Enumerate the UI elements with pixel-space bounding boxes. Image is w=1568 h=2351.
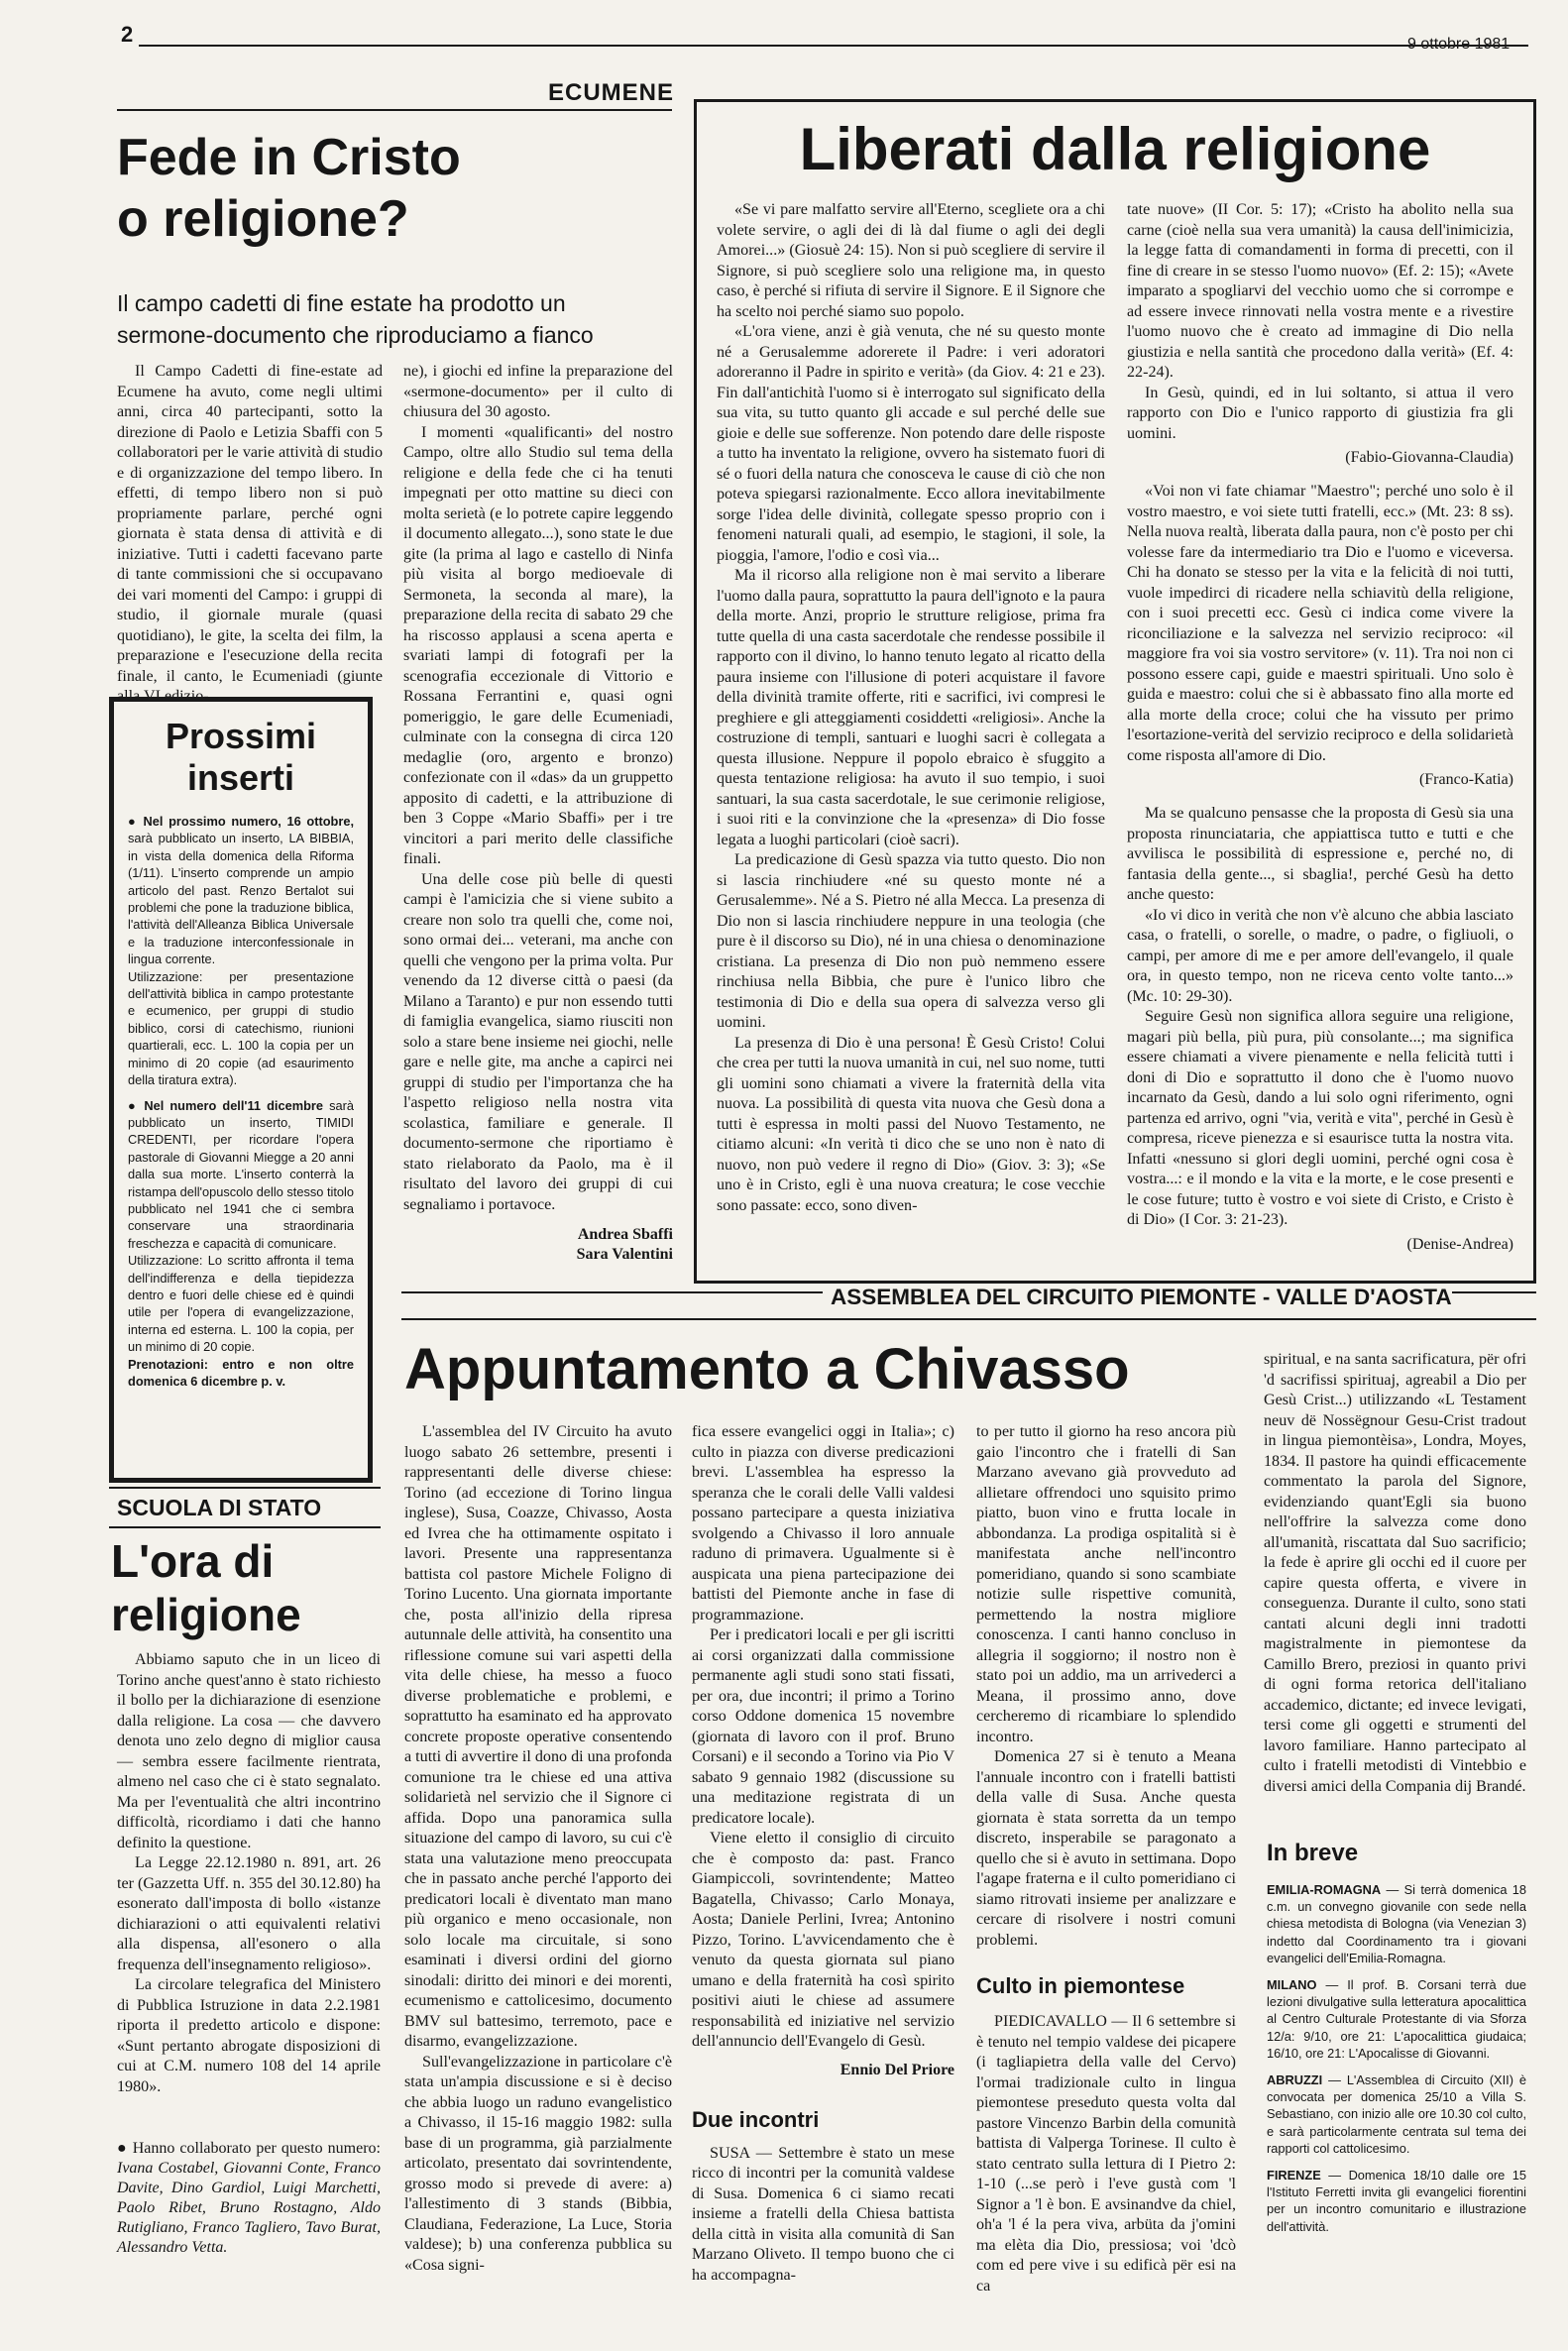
paragraph: ne), i giochi ed infine la preparazione del «sermone-documento» per il culto di chiusura del 30 agosto. — [403, 363, 673, 420]
article-title-chivasso: Appuntamento a Chivasso — [404, 1337, 1130, 1401]
section-rule — [117, 109, 672, 111]
inserti-item-text: sarà pubblicato un inserto, LA BIBBIA, in vista della domenica della Riforma (1/11). L'inserto comprende un ampio articolo del past. Renzo Bertalot sui problemi che pone la traduzione biblica, l'attività dell'Alleanza Biblica Universale e la traduzione interconfessionale in lingua corrente. — [128, 831, 354, 967]
paragraph: «Se vi pare malfatto servire all'Eterno, scegliete ora a chi volete servire, o agli dei di là dal fiume o agli dei degli Amorei...» (Giosuè 24: 15). Non si può scegliere di servire il Signore, si può scegliere solo una religione ma, in questo caso, è perché si rifiuta di servire il Signore. E il Signore che ha scelto noi perché siamo suo popolo. — [717, 201, 1105, 320]
paragraph: Il Campo Cadetti di fine-estate ad Ecumene ha avuto, come negli ultimi anni, circa 40 partecipanti, sotto la direzione di Paolo e Letizia Sbaffi con 5 collaboratori per le varie attività di studio e di organizzazione del tempo libero. In effetti, di tempo libero non si può propriamente parlare, perché ogni giornata è stata densa di attività e di iniziative. Tutti i cadetti facevano parte di tante commissioni che si occupavano dei vari momenti del Campo: i gruppi di studio, il giornale murale (quasi quotidiano), le gite, la scelta dei film, la preparazione e l'esecuzione della recita finale, il canto, le Ecumeniadi (giunte alla VI edizio- — [117, 363, 383, 705]
article-subtitle — [117, 287, 682, 351]
title-line: o religione? — [117, 190, 409, 248]
section-rule — [401, 1318, 1536, 1320]
title-line: Fede in Cristo — [117, 129, 461, 186]
paragraph: spiritual, e na santa sacrificatura, për ofri 'd sacrifissi spirituaj, agreabil a Dio per Gesù Crist...) utilizzando «L Testament neuv dë Nossëgnour Gesu-Crist tradout in lingua piemontèisa», Londra, Moyes, 1834. Il pastore ha quindi efficacemente commentato la parola del Signore, evidenziando quant'Egli sia buono nell'offrire la salvezza come dono all'umanità, riscattata dal Suo sacrificio; la fede è aprire gli occhi ed il cuore per capire questa offerta, e vivere in conseguenza. Durante il culto, sono stati cantati alcuni degli inni tradotti magistralmente in piemontese da Camillo Brero, preziosi in quanto privi di ogni forma retorica dell'italiano accademico, dictante; ed invece levigati, tersi come gli oggetti e strumenti del lavoro familiare. Hanno partecipato al culto i fratelli metodisti di Vintebbio e diversi amici della Compania dij Brandé. — [1264, 1351, 1526, 1795]
paragraph: fica essere evangelici oggi in Italia»; c) culto in piazza con diverse predicazioni brevi. L'assemblea ha espresso la speranza che le corali delle Valli valdesi possano partecipare a questa iniziativa svolgendo a Chivasso il loro annuale raduno di primavera. Ugualmente si è auspicata una piena partecipazione dei battisti del Piemonte anche in fase di programmazione. — [692, 1423, 954, 1623]
scuola-column — [117, 1650, 381, 2097]
brief-item — [1267, 2167, 1526, 2235]
paragraph: La presenza di Dio è una persona! È Gesù Cristo! Colui che crea per tutti la nuova umanità in cui, nel suo nome, tutti gli uomini sono chiamati a vivere la fraternità della vita nuova. La possibilità di questa vita nuova che Gesù dona a tutti è espressa in molti passi del Nuovo Testamento, ne citiamo alcuni: «In verità ti dico che se uno non è nato di nuovo, non può vedere il regno di Dio» (Giov. 3: 3); «Se uno è in Cristo, egli è una nuova creatura; le cose vecchie sono passate: ecco, sono diven- — [717, 1034, 1105, 1214]
ecumene-column-1 — [117, 362, 383, 708]
article-title-fede — [117, 127, 672, 250]
liberati-column-1 — [717, 200, 1105, 1216]
paragraph: Seguire Gesù non significa allora seguire una religione, magari più bella, più pura, più consolante...; ma significa essere chiamati a vivere pienamente e nella felicità tutti i doni di Dio e soprattutto il dono che è l'uomo nuovo incarnato da Gesù, dando a lui solo ogni riferimento, ogni partenza ed arrivo, ogni "via, verità e vita", perché in Gesù è compresa, riceve pienezza e si esaurisce tutta la nostra vita. Infatti «nessuno si glori degli uomini, perché ogni cosa è vostra...: e il mondo e la vita e la morte, e le cose presenti e le cose future; tutto è vostro e voi siete di Cristo, e Cristo è di Dio» (I Cor. 3: 21-23). — [1127, 1008, 1513, 1228]
bullet-icon: ● — [128, 1097, 139, 1113]
inserti-title-line: Prossimi — [165, 716, 317, 756]
paragraph: «L'ora viene, anzi è già venuta, che né su questo monte né a Gerusalemme adorerete il Padre: i veri adoratori adoreranno il Padre in spirito e verità» (da Giov. 4: 21 e 23). Fin dall'antichità l'uomo si è interrogato sul significato della sua vita, su tutto quanto gli accade e sul perché delle sue gioie e delle sue sofferenze. Non potendo dare delle risposte a tutto ha inventato la religione, ovvero ha sistemato fuori di sé o fuori della natura che conosceva le cause di ciò che non poteva spiegarsi razionalmente. Ecco allora inevitabilmente sorge l'idea delle divinità, collegate spesso proprio con i fenomeni naturali quali, ad esempio, le stagioni, il sole, la pioggia, l'amore, l'odio e così via... — [717, 323, 1105, 564]
inserti-title — [128, 716, 354, 799]
section-assemblea: ASSEMBLEA DEL CIRCUITO PIEMONTE - VALLE D'AOSTA — [823, 1285, 1452, 1310]
brief-place: EMILIA-ROMAGNA — [1267, 1882, 1382, 1897]
group-signature: (Franco-Katia) — [1418, 771, 1513, 788]
assemblea-column-1 — [404, 1422, 672, 2276]
subhead-in-breve: In breve — [1267, 1840, 1359, 1866]
paragraph: Domenica 27 si è tenuto a Meana l'annuale incontro con i fratelli battisti della valle di Susa. Anche questa giornata è stata sorretta da un tempo discreto, insperabile se paragonato a quello che si è avuto in settimana. Dopo l'agape fraterna e il culto pomeridiano ci siamo ritrovati insieme per analizzare e cercare di risolvere i nostri comuni problemi. — [976, 1748, 1236, 1949]
paragraph: SUSA — Settembre è stato un mese ricco di incontri per la comunità valdese di Susa. Domenica 6 ci siamo recati insieme a fratelli della Chiesa battista della città in visita alla comunità di San Marzano Oliveto. Il tempo buono che ci ha accompagna- — [692, 2144, 954, 2284]
subtitle-line: sermone-documento che riproduciamo a fianco — [117, 322, 594, 348]
paragraph: Abbiamo saputo che in un liceo di Torino anche quest'anno è stato richiesto il bollo per la dichiarazione di esenzione dalla religione. La cosa — che davvero denota uno zelo degno di miglior causa — sembra essere facilmente rientrata, almeno nel caso che ci è stato segnalato. Ma per l'eventualità che altri incontrino difficoltà, ricordiamo i dati che hanno definito la questione. — [117, 1651, 381, 1851]
section-scuola: SCUOLA DI STATO — [117, 1495, 322, 1520]
paragraph: La Legge 22.12.1980 n. 891, art. 26 ter (Gazzetta Uff. n. 355 del 30.12.80) ha esonerato dall'imposta di bollo «istanze dichiarazioni o atti equivalenti relativi alla dispensa, all'esonero o alla frequenza dell'insegnamento religioso». — [117, 1854, 381, 1973]
inserti-box — [109, 697, 373, 1483]
signature: Ennio Del Priore — [840, 2061, 954, 2078]
article-title-liberati: Liberati dalla religione — [799, 116, 1431, 182]
paragraph: «Io vi dico in verità che non v'è alcuno che abbia lasciato casa, o fratelli, o sorelle, o madre, o padre, o figliuoli, o campi, per amore di me e per amore dell'evangelo, il quale ora, in questo tempo, non ne riceva cento volte tanto...» (Mc. 10: 29-30). — [1127, 906, 1513, 1005]
paragraph: Ma il ricorso alla religione non è mai servito a liberare l'uomo dalla paura, soprattutto la paura dell'ignoto e la paura della morte. Anzi, proprio le strutture religiose, prima fra tutte quella di una casta sacerdotale che rendesse possibile il rapporto con il divino, lo hanno tenuto legato al ricatto della paura insieme con l'illusione di poteri acquistare il favore della divinità tramite offerte, riti e sacrifici, ivi compresi le preghiere e gli atteggiamenti cosiddetti «religiosi». Anche la costruzione di templi, santuari e luoghi sacri è collegata a questa illusione. Neppure il popolo ebraico è sfuggito a questa tentazione religiosa: ha avuto il suo tempio, i suoi santuari, la sua casta sacerdotale, le sue cerimonie religiose, i suoi riti e la convinzione che la «presenza» di Dio fosse legata a luoghi particolari (cioè sacri). — [717, 567, 1105, 848]
brief-item — [1267, 1881, 1526, 1966]
brief-item — [1267, 1976, 1526, 2062]
collaborators-note — [117, 2139, 381, 2258]
brief-item — [1267, 2071, 1526, 2157]
inserti-item-lead: Nel prossimo numero, 16 ottobre, — [143, 814, 355, 829]
signature-line: Sara Valentini — [576, 1246, 673, 1263]
collab-names: Ivana Costabel, Giovanni Conte, Franco Davite, Dino Gardiol, Luigi Marchetti, Paolo Ribet, Bruno Rostagno, Aldo Rutigliano, Franco Tagliero, Tavo Burat, Alessandro Vetta. — [117, 2160, 381, 2256]
assemblea-column-2 — [692, 1422, 954, 2286]
paragraph: Una delle cose più belle di questi campi è l'amicizia che si viene subito a creare non solo tra quelli che, come noi, sono ormai dei... veterani, ma anche con quelli che vengono per la prima volta. Pur venendo da 12 diverse città o paesi (da Milano a Taranto) e pur non essendo tutti di famiglia evangelica, siamo riusciti non solo a stare bene insieme nei giochi, nelle gare e nelle gite, ma anche a capirci nei gruppi di studio per l'importanza che ha l'aspetto religioso nella nostra vita scolastica, familiare e generale. Il documento-sermone che riportiamo è stato rielaborato da Paolo, ma è il risultato del lavoro dei gruppi di cui segnaliamo i portavoce. — [403, 870, 673, 1213]
paragraph: I momenti «qualificanti» del nostro Campo, oltre allo Studio sul tema della religione e della fede che ci ha tenuti impegnati per otto mattine su dieci con molta serietà (e lo potrete capire leggendo il documento allegato...), sono state le due gite (la prima al lago e castello di Ninfa più visita al borgo medioevale di Sermoneta, la seconda al mare), la preparazione della recita di sabato 29 che ha riscosso applausi a scena aperta e svariati lampi di fotografi per la scenografia eccezionale di Vittorio e Rossana Ferrantini e, quasi ogni pomeriggio, le gare delle Ecumeniadi, culminate con la consegna di circa 120 medaglie (oro, argento e bronzo) confezionate con il «das» da un gruppetto apposito di cadetti, e la attribuzione di ben 3 Coppe «Mario Sbaffi» per i tre vincitori a pari merito delle classifiche finali. — [403, 423, 673, 867]
inserti-item-lead: Nel numero dell'11 dicembre — [144, 1097, 323, 1113]
bullet-icon: ● — [117, 2140, 128, 2157]
paragraph: Ma se qualcuno pensasse che la proposta di Gesù sia una proposta rinunciataria, che appiattisca tutto e tutti e che avvilisca le possibilità di espressione e, perché no, di fantasia della gente..., si sbaglia!, perché Gesù ha detto anche questo: — [1127, 805, 1513, 903]
subhead-due-incontri: Due incontri — [692, 2106, 820, 2132]
brief-text: — Il prof. B. Corsani terrà due lezioni divulgative sulla letteratura apocalittica al Centro Culturale Protestante di via Sforza 12/a: 9/10, ore 21: L'apocalittica giudaica; 16/10, ore 21: L'Apocalisse di Giovanni. — [1267, 1977, 1526, 2061]
subtitle-line: Il campo cadetti di fine estate ha prodotto un — [117, 290, 566, 316]
group-signature: (Denise-Andrea) — [1406, 1235, 1513, 1253]
title-line: L'ora di — [111, 1535, 275, 1587]
brief-place: MILANO — [1267, 1977, 1317, 1993]
subhead-culto: Culto in piemontese — [976, 1973, 1185, 1998]
bullet-icon: ● — [128, 814, 138, 829]
signature — [403, 1225, 673, 1265]
paragraph: PIEDICAVALLO — Il 6 settembre si è tenuto nel tempio valdese dei picapere (i tagliapietra della valle del Cervo) l'ormai tradizionale culto in lingua piemontese preseduto questa volta dal pastore Vincenzo Barbin della comunità battista di Valperga Torinese. Il culto è stato centrato sulla lettura di I Pietro 2: 1-10 (...se però i l'eve gustà com 'l Signor a 'l è bon. E avsinandve da chiel, oh'a 'l é la pera viva, arbüta da j'omini ma elèta dia Dio, pressiosa; voi 'dcò com ed pere vive i su edificà për esi na ca — [976, 2013, 1236, 2295]
inserti-item-2 — [128, 1097, 354, 1253]
paragraph: In Gesù, quindi, ed in lui soltanto, si attua il vero rapporto con Dio e l'unico rapporto di giustizia fra gli uomini. — [1127, 384, 1513, 442]
signature-line: Andrea Sbaffi — [577, 1226, 673, 1243]
assemblea-column-4 — [1264, 1350, 1526, 1797]
title-line: religione — [111, 1589, 301, 1640]
header-rule — [139, 45, 1528, 47]
paragraph: Per i predicatori locali e per gli iscritti ai corsi organizzati dalla commissione permanente agli studi sono stati fissati, per ora, due incontri; il primo a Torino corso Oddone domenica 15 novembre (giornata di lavoro con il prof. Bruno Corsani) e il secondo a Torino via Pio V sabato 9 gennaio 1982 (discussione su una meditazione registrata di un predicatore locale). — [692, 1626, 954, 1827]
paragraph: to per tutto il giorno ha reso ancora più gaio l'incontro che i fratelli di San Marzano avevano già provveduto ad allietare offrendoci uno squisito primo piatto, buon vino e frutta locale in abbondanza. La prodiga ospitalità si è manifestata anche nell'incontro pomeridiano, quando si sono scambiate notizie sulle rispettive comunità, permettendo la nostra migliore conoscenza. I canti hanno concluso in allegria il soggiorno; il nostro non è stato poi un addio, ma un arrivederci a Meana, il prossimo anno, dove cercheremo di ricambiare lo splendido incontro. — [976, 1423, 1236, 1745]
brief-text: — Domenica 18/10 dalle ore 15 l'Istituto Ferretti invita gli evangelici fiorentini per un incontro comunitario e illustrazione dell'attività. — [1267, 2168, 1526, 2234]
ecumene-column-2 — [403, 362, 673, 1265]
brief-text: — L'Assemblea di Circuito (XII) è convocata per domenica 25/10 a Villa S. Sebastiano, con inizio alle ore 10.30 col culto, e sarà particolarmente centrata sul tema dei rapporti col cattolicesimo. — [1267, 2072, 1527, 2156]
inserti-prenotazioni: Prenotazioni: entro e non oltre domenica 6 dicembre p. v. — [128, 1356, 354, 1389]
inserti-item-text: sarà pubblicato un inserto, TIMIDI CREDENTI, per ricordare l'opera pastorale di Giovanni Miegge a 20 anni dalla sua morte. L'inserto conterrà la ristampa dell'opuscolo dello stesso titolo pubblicato nel 1941 che ci sembra conservare una straordinaria freschezza e capacità di comunicare. — [128, 1097, 354, 1251]
section-rule — [109, 1526, 381, 1528]
article-title-ora — [111, 1534, 379, 1641]
paragraph: Viene eletto il consiglio di circuito che è composto da: past. Franco Giampiccoli, sovrintendente; Matteo Bagatella, Chivasso; Carlo Monaya, Aosta; Daniele Perlini, Ivrea; Antonino Pizzo, Torino. L'avvicendamento che è venuto da questa giornata sul piano umano e della fraternità ha così spirito positivi aiuti le chiese ad assumere responsabilità ed iniziative nel servizio dell'annuncio dell'Evangelo di Gesù. — [692, 1830, 954, 2050]
paragraph: La predicazione di Gesù spazza via tutto questo. Dio non si lascia rinchiudere «né su questo monte né a Gerusalemme». Né a S. Pietro né alla Mecca. La presenza di Dio non si lascia rinchiudere neppure in una teologia (che pure è il discorso su Dio), né in una chiesa o denominazione cristiana. La presenza di Dio non può nemmeno essere rinchiusa nella Bibbia, che pure è l'unico libro che testimonia di Dio e della sua opera di salvezza verso gli uomini. — [717, 851, 1105, 1031]
paragraph: tate nuove» (II Cor. 5: 17); «Cristo ha abolito nella sua carne (cioè nella sua vera umanità) la causa dell'inimicizia, la legge fatta di comandamenti in forma di precetti, con il fine di creare in se stesso l'uomo nuovo» (Ef. 2: 15); «Avete imparato a spogliarvi del vecchio uomo che si corrompe e ad essere invece rinnovati nella vostra mente e a rivestire l'uomo nuovo che è creato ad immagine di Dio nella giustizia e nella santità che procedono dalla verità» (Ef. 4: 22-24). — [1127, 201, 1513, 381]
inserti-title-line: inserti — [186, 757, 295, 798]
brief-text: — Si terrà domenica 18 c.m. un convegno giovanile con sede nella chiesa metodista di Bologna (via Venezian 3) indetto dal Coordinamento tra i giovani evangelici dell'Emilia-Romagna. — [1267, 1882, 1526, 1965]
inserti-utilizzazione: Utilizzazione: Lo scritto affronta il tema dell'indifferenza e della tiepidezza dentro e fuori delle chiese ed è quindi utile per l'opera di evangelizzazione, interna ed esterna. L. 100 la copia, per un minimo di 20 copie. — [128, 1253, 354, 1355]
assemblea-column-3 — [976, 1422, 1236, 2296]
inserti-text — [128, 813, 354, 1390]
section-ecumene: ECUMENE — [548, 79, 675, 106]
page-number: 2 — [121, 22, 134, 47]
brief-place: FIRENZE — [1267, 2168, 1321, 2183]
liberati-column-2 — [1127, 200, 1513, 1255]
inserti-utilizzazione: Utilizzazione: per presentazione dell'attività biblica in campo protestante e ecumenico, per gruppi di studio biblico, corsi di catechismo, riunioni quartierali, ecc. L. 100 la copia per un minimo di 20 copie (ad esaurimento della tiratura extra). — [128, 968, 354, 1088]
in-breve-list — [1267, 1881, 1526, 2245]
paragraph: L'assemblea del IV Circuito ha avuto luogo sabato 26 settembre, presenti i rappresentanti delle diverse chiese: Torino (ad eccezione di Torino lingua inglese), Susa, Coazze, Chivasso, Aosta ed Ivrea che ha ottimamente ospitato i lavori. Presente una rappresentanza battista col pastore Michele Foligno di Torino Lucento. Una giornata importante che, posta all'inizio della ripresa autunnale delle attività, ha consentito una riflessione comune sui vari aspetti della vita delle chiese, ha messo a fuoco diverse problematiche e problemi, e soprattutto ha esaminato ed ha approvato concrete proposte operative consentendo a tutti di avvertire il dono di una profonda comunione tra le chiese ed una attiva solidarietà nel servizio che il Signore ci affida. Dopo una panoramica sulla situazione del campo di lavoro, su cui c'è stata una valutazione meno preoccupata che in passato anche perché l'apporto dei predicatori locali è diventato man mano più organico e meno occasionale, non solo locale ma circuitale, si sono esaminati i diversi ordini del giorno sinodali: diritto dei minori e dei morenti, ecumenismo e cattolicesimo, documento BMV sul battesimo, terremoto, pace e disarmo, evangelizzazione. — [404, 1423, 672, 2050]
section-rule — [109, 1487, 381, 1489]
inserti-item-1 — [128, 813, 354, 968]
paragraph: Sull'evangelizzazione in particolare c'è stata un'ampia discussione e si è deciso che abbia luogo un raduno evangelistico a Chivasso, il 15-16 maggio 1982: sulla base di un programma, già parzialmente articolato, presentato dai sovrintendente, grosso modo si prevede di avere: a) l'allestimento di 3 stands (Bibbia, Claudiana, Federazione, La Luce, Storia valdese); b) una conferenza pubblica su «Cosa signi- — [404, 2053, 672, 2274]
collab-lead: Hanno collaborato per questo numero: — [132, 2140, 381, 2157]
brief-place: ABRUZZI — [1267, 2072, 1323, 2088]
group-signature: (Fabio-Giovanna-Claudia) — [1345, 449, 1513, 466]
paragraph: «Voi non vi fate chiamar "Maestro"; perché uno solo è il vostro maestro, e voi siete tutti fratelli, ecc.» (Mt. 23: 8 ss). Nella nuova realtà, liberata dalla paura, non c'è posto per chi volesse fare da intermediario tra Dio e l'uomo e viceversa. Chi ha donato se stesso per la vita e la felicità di noi tutti, vuole impedirci di ricadere nella schiavitù della religione, con i suoi precetti ecc. Gesù ci indica come vivere la riconciliazione e la salvezza nel servizio reciproco: «il maggiore fra voi sia vostro servitore» (v. 11). Tra noi non ci possono essere capi, guide e maestri spirituali. Uno solo è guida e maestro: colui che si è abbassato fino alla morte ed alla morte della croce; colui che ha vissuto per primo l'esortazione-verità del servizio reciproco e della solidarietà come risposta all'amore di Dio. — [1127, 483, 1513, 764]
paragraph: La circolare telegrafica del Ministero di Pubblica Istruzione in data 2.2.1981 riporta il predetto articolo e dispone: «Sunt pertanto abrogate disposizioni di cui at C.M. numero 108 del 14 aprile 1980». — [117, 1976, 381, 2095]
